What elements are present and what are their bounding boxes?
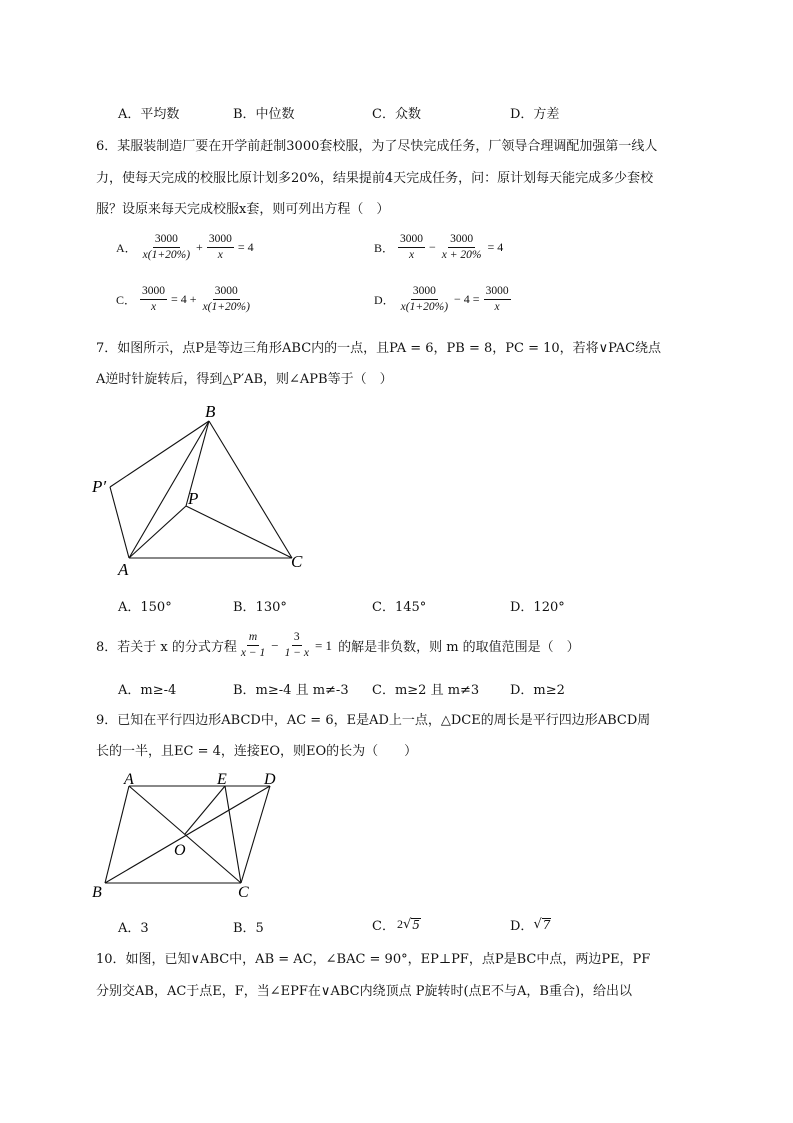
q7-option-b: B．130° (233, 600, 287, 615)
frac-denominator: x(1+20%) (202, 301, 250, 313)
frac-denominator: x (408, 249, 415, 261)
rhs: = 4 (487, 240, 504, 254)
q10-line-2: 分别交AB，AC于点E，F，当∠EPF在∨ABC内绕顶点 P旋转时(点E不与A，B重合)，给出以 (96, 984, 633, 999)
q5-option-b: B．中位数 (233, 107, 295, 122)
frac-numerator: 3000 (411, 285, 438, 300)
q9-line-1: 9．已知在平行四边形ABCD中，AC = 6，E是AD上一点，△DCE的周长是平行四边形ABCD周 (96, 713, 651, 728)
frac-denominator: x (150, 301, 157, 313)
diag-ac (129, 786, 241, 883)
frac-denominator: x + 20% (441, 249, 482, 261)
q8-option-d: D．m≥2 (510, 683, 565, 698)
rhs: = 1 (314, 637, 333, 653)
label-d: D (264, 772, 276, 788)
q8-prefix: 8．若关于 x 的分式方程 (96, 640, 237, 655)
label-e: E (217, 772, 227, 788)
q7-option-a: A．150° (118, 600, 172, 615)
q7-option-c: C．145° (372, 600, 427, 615)
frac-denominator: x (494, 301, 500, 313)
q6-option-d-label: D． (374, 293, 395, 307)
q6-option-c-label: C． (116, 293, 137, 307)
q6-option-a (114, 233, 256, 262)
q9-figure (88, 772, 288, 902)
radicand: 7 (542, 917, 551, 932)
label-a: A (124, 772, 134, 788)
edge-eo (185, 786, 225, 834)
operator: − (271, 637, 279, 653)
frac-numerator: 3000 (207, 233, 234, 248)
q9-option-b: B．5 (233, 921, 264, 936)
q6-option-b-label: B． (374, 241, 395, 255)
edge-ec (225, 786, 241, 883)
frac-numerator: 3000 (398, 233, 425, 248)
frac-denominator: x(1+20%) (400, 301, 449, 313)
frac-numerator: 3000 (153, 233, 180, 248)
frac-numerator: 3000 (448, 233, 475, 248)
q8-option-b: B．m≥-4 且 m≠-3 (233, 683, 349, 698)
q9-option-d (510, 915, 551, 934)
frac-denominator: x(1+20%) (142, 249, 191, 261)
q7-figure (88, 400, 318, 585)
q10-line-1: 10．如图，已知∨ABC中，AB = AC，∠BAC = 90°，EP⊥PF，点P是BC中点，两边PE，PF (96, 952, 651, 967)
frac-numerator: 3000 (484, 285, 511, 300)
q9-line-2: 长的一半，且EC = 4，连接EO，则EO的长为（ ） (96, 744, 418, 759)
q6-line-1: 6．某服装制造厂要在开学前赶制3000套校服，为了尽快完成任务，厂领导合理调配加强第一线人 (96, 139, 658, 154)
q5-option-c: C．众数 (372, 107, 421, 122)
q9-option-a: A．3 (118, 921, 149, 936)
label-b: B (92, 884, 102, 901)
label-c: C (291, 552, 303, 571)
q7-option-d: D．120° (510, 600, 565, 615)
frac-denominator: x (217, 249, 223, 261)
edge-ab (105, 786, 129, 883)
operator: − 4 = (454, 292, 480, 306)
frac-numerator: m (247, 631, 259, 646)
frac-denominator: 1 − x (284, 647, 309, 659)
label-p: P (188, 489, 199, 508)
q6-option-c (114, 285, 254, 314)
q8-line (96, 631, 580, 660)
frac-numerator: 3000 (213, 285, 240, 300)
sqrt-icon: √ (402, 917, 412, 932)
rhs: = 4 (237, 240, 254, 254)
label-p-prime: P′ (92, 477, 107, 496)
q7-line-2: A逆时针旋转后，得到△P′AB，则∠APB等于（ ） (96, 372, 393, 387)
label-c: C (238, 884, 249, 901)
operator: + (196, 240, 203, 254)
frac-denominator: x − 1 (240, 647, 266, 659)
q9-option-c-label: C． (372, 919, 395, 934)
q9-option-c (372, 915, 421, 934)
label-a: A (118, 560, 129, 579)
q5-option-d: D．方差 (510, 107, 560, 122)
edge-ppa (110, 487, 129, 558)
edge-ap (129, 506, 186, 558)
coefficient: 2 (396, 917, 403, 931)
q6-option-d (372, 285, 513, 314)
q5-option-a: A．平均数 (118, 107, 180, 122)
q6-line-2: 力，使每天完成的校服比原计划多20%，结果提前4天完成任务，问：原计划每天能完成多少套校 (96, 171, 654, 186)
operator: = 4 + (171, 292, 197, 306)
q6-line-3: 服？设原来每天完成校服x套，则可列出方程（ ） (96, 202, 390, 217)
sqrt-icon: √ (533, 917, 542, 932)
q6-option-b (372, 233, 505, 262)
operator: − (429, 240, 436, 254)
q9-option-d-label: D． (510, 919, 534, 934)
radicand: 5 (412, 917, 420, 932)
q8-option-a: A．m≥-4 (118, 683, 177, 698)
q8-suffix: 的解是非负数，则 m 的取值范围是（ ） (338, 640, 580, 655)
frac-numerator: 3 (292, 631, 302, 646)
q8-option-c: C．m≥2 且 m≠3 (372, 683, 480, 698)
q7-line-1: 7．如图所示，点P是等边三角形ABC内的一点，且PA = 6，PB = 8，PC = 10，若将∨PAC绕点 (96, 341, 662, 356)
q6-option-a-label: A． (116, 241, 137, 255)
frac-numerator: 3000 (140, 285, 167, 300)
label-o: O (174, 842, 186, 859)
label-b: B (205, 402, 216, 421)
